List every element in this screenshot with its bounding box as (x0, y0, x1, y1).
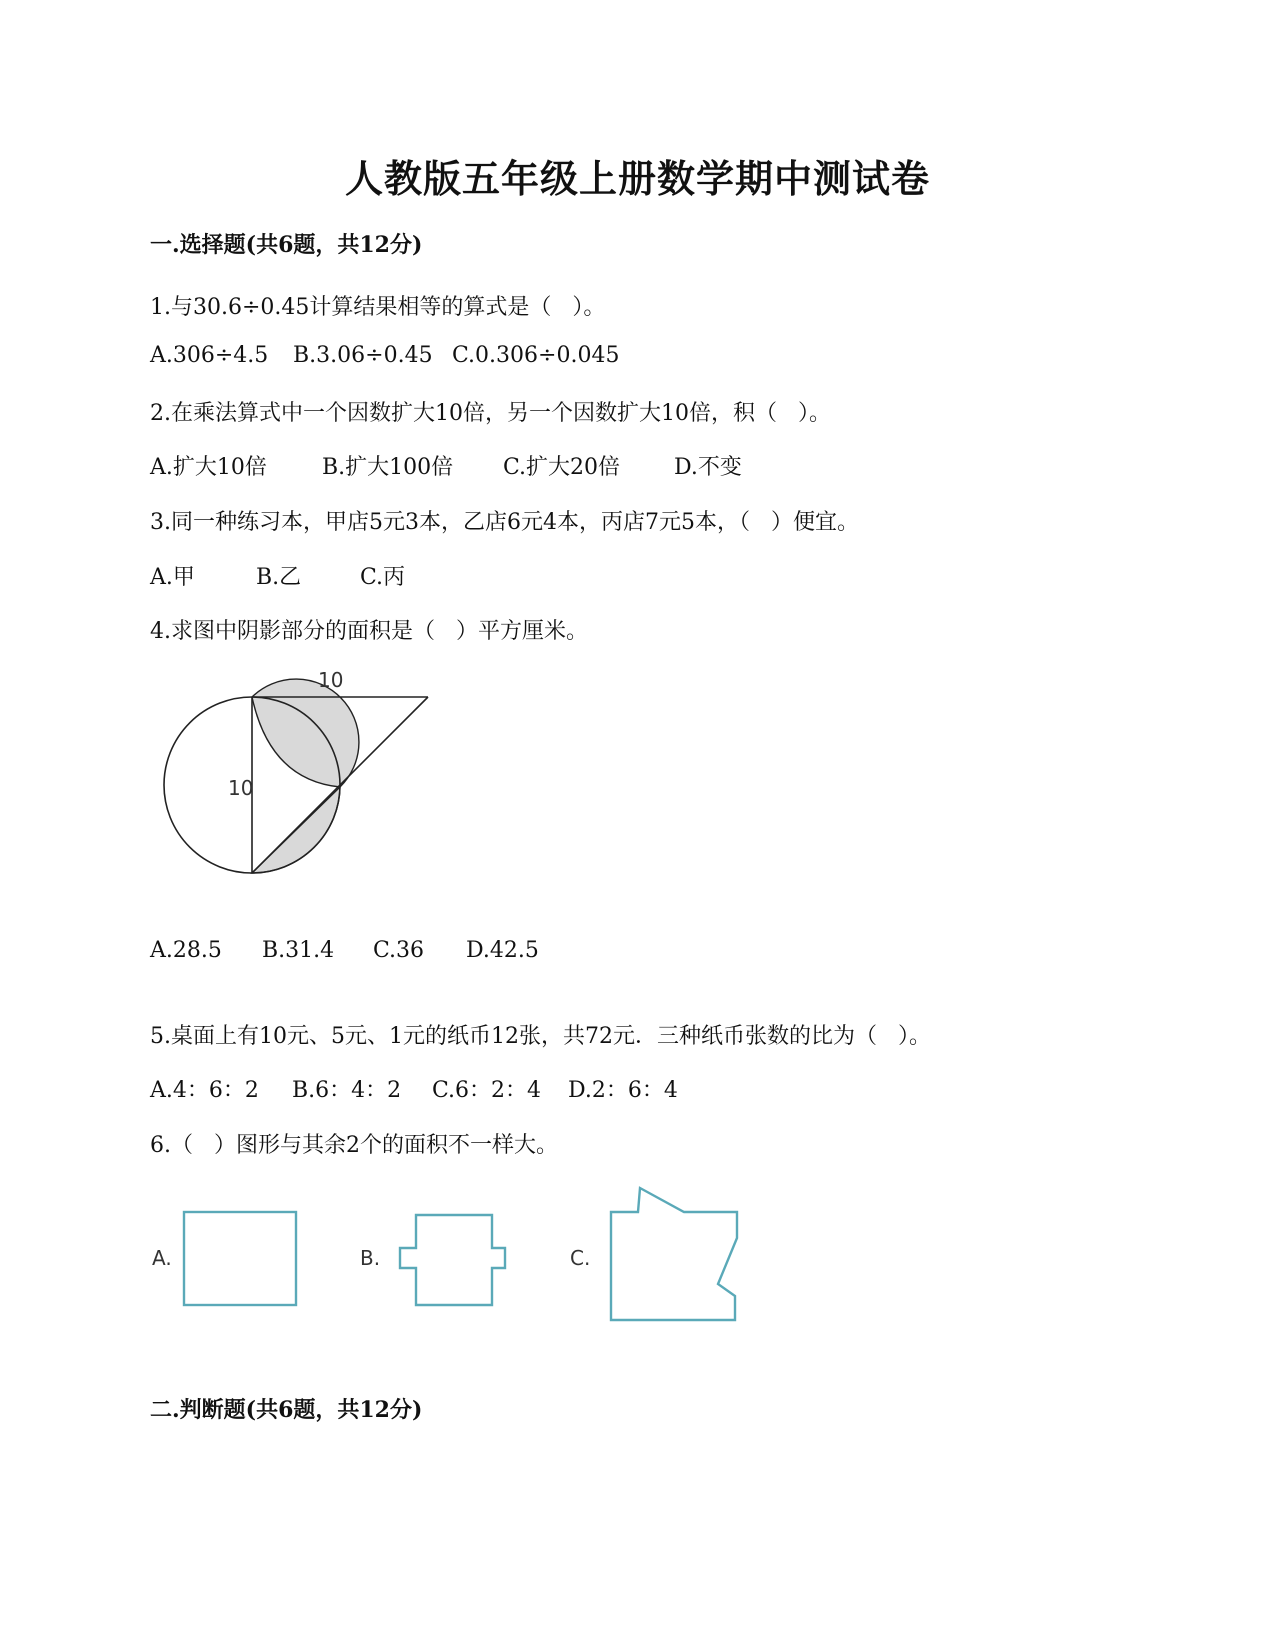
section-heading-choice: 一.选择题(共6题，共12分) (150, 232, 423, 258)
shape-c-label: C. (570, 1246, 591, 1270)
label-left-length: 10 (228, 776, 254, 800)
option-d: D.不变 (674, 455, 742, 480)
option-a: A.28.5 (150, 938, 222, 963)
page-title: 人教版五年级上册数学期中测试卷 (344, 156, 930, 201)
option-c: C.6：2：4 (432, 1078, 542, 1103)
area-comparison-figure (150, 1180, 770, 1330)
section-heading-judgement: 二.判断题(共6题，共12分) (150, 1397, 423, 1423)
option-d: D.42.5 (466, 938, 539, 963)
option-a: A.4：6：2 (150, 1078, 259, 1103)
option-b: B.31.4 (262, 938, 335, 963)
option-a: A.306÷4.5 (150, 343, 269, 368)
option-a: A.扩大10倍 (150, 455, 267, 480)
question-4-text: 4.求图中阴影部分的面积是（ ）平方厘米。 (150, 619, 588, 644)
option-b: B.6：4：2 (292, 1078, 402, 1103)
question-6-text: 6.（ ）图形与其余2个的面积不一样大。 (150, 1133, 558, 1158)
option-b: B.扩大100倍 (322, 455, 454, 480)
option-b: B.乙 (256, 565, 302, 590)
shape-c-polygon (611, 1188, 737, 1320)
shaded-area-figure (160, 665, 440, 885)
question-1-text: 1.与30.6÷0.45计算结果相等的算式是（ ）。 (150, 295, 606, 320)
option-d: D.2：6：4 (568, 1078, 678, 1103)
label-top-length: 10 (318, 668, 344, 692)
option-c: C.36 (373, 938, 425, 963)
shape-a-label: A. (152, 1246, 172, 1270)
option-b: B.3.06÷0.45 (293, 343, 433, 368)
option-a: A.甲 (150, 565, 195, 590)
question-3-text: 3.同一种练习本，甲店5元3本，乙店6元4本，丙店7元5本，（ ）便宜。 (150, 510, 859, 535)
option-c: C.扩大20倍 (503, 455, 621, 480)
question-5-text: 5.桌面上有10元、5元、1元的纸币12张，共72元．三种纸币张数的比为（ ）。 (150, 1024, 931, 1049)
question-2-text: 2.在乘法算式中一个因数扩大10倍，另一个因数扩大10倍，积（ ）。 (150, 401, 831, 426)
option-c: C.0.306÷0.045 (452, 343, 620, 368)
shaded-region-upper (252, 679, 359, 787)
shape-b-label: B. (360, 1246, 381, 1270)
shape-b-cross (400, 1215, 505, 1305)
option-c: C.丙 (360, 565, 406, 590)
shape-a-rectangle (184, 1212, 296, 1305)
